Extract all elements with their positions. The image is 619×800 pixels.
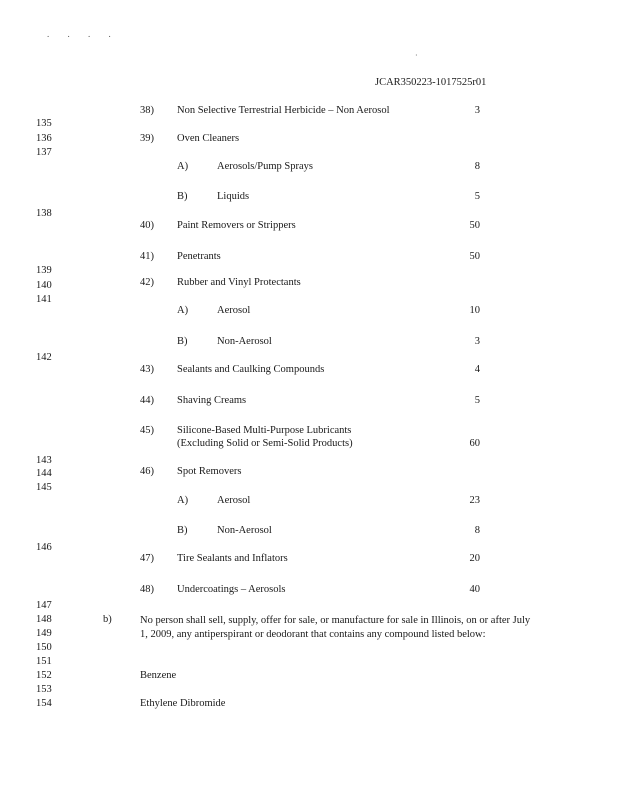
item-label: Sealants and Caulking Compounds xyxy=(177,364,325,375)
limit-value: 23 xyxy=(469,495,480,506)
subitem-letter: B) xyxy=(177,191,188,202)
line-number: 142 xyxy=(36,352,52,363)
item-number: 39) xyxy=(140,133,154,144)
item-number: 45) xyxy=(140,425,154,436)
line-number: 146 xyxy=(36,542,52,553)
item-number: 43) xyxy=(140,364,154,375)
line-number: 141 xyxy=(36,294,52,305)
item-label: Paint Removers or Strippers xyxy=(177,220,296,231)
subitem-label: Aerosols/Pump Sprays xyxy=(217,161,313,172)
subitem-letter: A) xyxy=(177,305,189,316)
document-id: JCAR350223-1017525r01 xyxy=(375,77,487,88)
subitem-letter: B) xyxy=(177,525,188,536)
line-number: 143 xyxy=(36,455,52,466)
line-number: 153 xyxy=(36,684,52,695)
item-number: 48) xyxy=(140,584,154,595)
subitem-letter: A) xyxy=(177,495,189,506)
limit-value: 5 xyxy=(474,395,480,406)
line-number: 138 xyxy=(36,208,52,219)
compound-name: Ethylene Dibromide xyxy=(140,698,226,709)
line-number: 137 xyxy=(36,147,52,158)
limit-value: 8 xyxy=(474,161,480,172)
subitem-label: Aerosol xyxy=(217,495,251,506)
compound-name: Benzene xyxy=(140,670,177,681)
limit-value: 50 xyxy=(469,251,480,262)
line-number: 144 xyxy=(36,468,52,479)
item-label: Tire Sealants and Inflators xyxy=(177,553,288,564)
line-number: 136 xyxy=(36,133,52,144)
item-label: Penetrants xyxy=(177,251,221,262)
margin-dots: . . . . xyxy=(47,29,119,39)
item-number: 44) xyxy=(140,395,154,406)
line-number: 139 xyxy=(36,265,52,276)
line-number: 150 xyxy=(36,642,52,653)
item-number: 47) xyxy=(140,553,154,564)
line-number: 148 xyxy=(36,614,52,625)
subitem-label: Aerosol xyxy=(217,305,251,316)
limit-value: 5 xyxy=(474,191,480,202)
line-number: 149 xyxy=(36,628,52,639)
item-number: 40) xyxy=(140,220,154,231)
item-label: Rubber and Vinyl Protectants xyxy=(177,277,301,288)
item-label: Shaving Creams xyxy=(177,395,247,406)
limit-value: 3 xyxy=(474,105,480,116)
margin-speck: · xyxy=(415,51,418,60)
item-number: 38) xyxy=(140,105,154,116)
subitem-letter: A) xyxy=(177,161,189,172)
subitem-label: Non-Aerosol xyxy=(217,525,272,536)
limit-value: 50 xyxy=(469,220,480,231)
item-number: 46) xyxy=(140,466,154,477)
item-number: 41) xyxy=(140,251,154,262)
item-label: Oven Cleaners xyxy=(177,133,240,144)
item-number: 42) xyxy=(140,277,154,288)
line-number: 147 xyxy=(36,600,52,611)
limit-value: 3 xyxy=(474,336,480,347)
line-number: 151 xyxy=(36,656,52,667)
limit-value: 10 xyxy=(469,305,480,316)
item-label: Silicone-Based Multi-Purpose Lubricants xyxy=(177,425,352,436)
limit-value: 8 xyxy=(474,525,480,536)
limit-value: 20 xyxy=(469,553,480,564)
line-number: 145 xyxy=(36,482,52,493)
item-label: Non Selective Terrestrial Herbicide – Non Aerosol xyxy=(177,105,390,116)
limit-value: 4 xyxy=(474,364,480,375)
paragraph-letter: b) xyxy=(103,614,112,625)
item-label: Undercoatings – Aerosols xyxy=(177,584,286,595)
line-number: 154 xyxy=(36,698,52,709)
line-number: 140 xyxy=(36,280,52,291)
line-number: 152 xyxy=(36,670,52,681)
subitem-label: Non-Aerosol xyxy=(217,336,272,347)
item-label: Spot Removers xyxy=(177,466,242,477)
subitem-letter: B) xyxy=(177,336,188,347)
limit-value: 60 xyxy=(469,438,480,449)
item-label-continued: (Excluding Solid or Semi-Solid Products) xyxy=(177,438,353,449)
subitem-label: Liquids xyxy=(217,191,250,202)
paragraph-text: No person shall sell, supply, offer for sale, or manufacture for sale in Illinois, on or after July 1, 2009, any antiperspirant or deodorant that contains any compound listed below: xyxy=(140,615,531,640)
line-number: 135 xyxy=(36,118,52,129)
limit-value: 40 xyxy=(469,584,480,595)
